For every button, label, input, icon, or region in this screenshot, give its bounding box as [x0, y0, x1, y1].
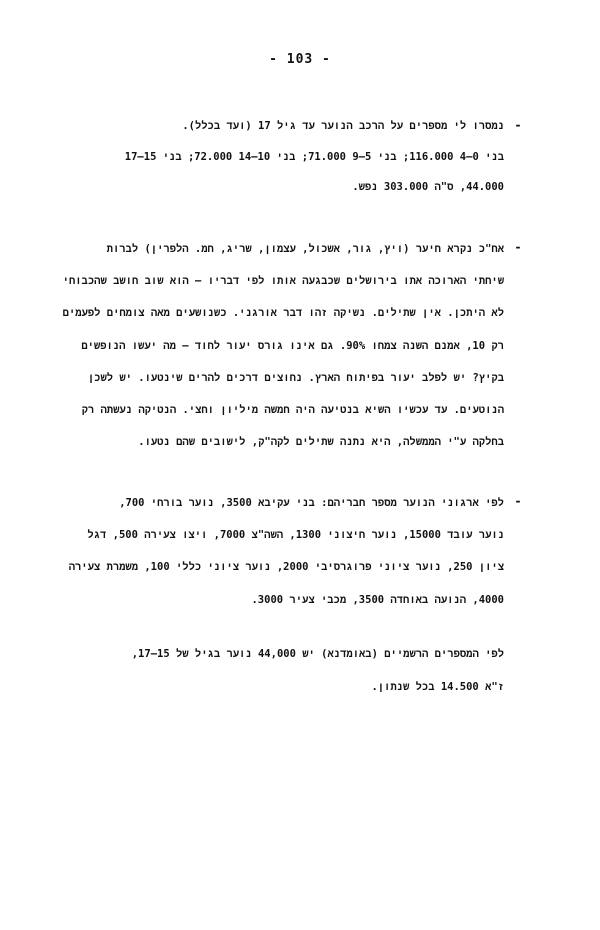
- paragraph-2-line-3: לא היתכן. אין שתילים. נשיקה זהו דבר אורגני. כשנושעים מאה צומחים לפעמים: [62, 307, 504, 319]
- paragraph-2-line-2: שיחתי הארוכה אתו בירושלים שכבגעה אותו לפי דבריו – הוא שוב חושב שהכבוחי: [62, 275, 504, 287]
- paragraph-2-line-4: רק 10, אמנם השנה צמחו 90%. גם אינו גורס יעור לחוד – מה יעשו הנופשים: [81, 340, 504, 352]
- paragraph-3-line-4: 4000, הנועה באוחדה 3500, מכבי צעיר 3000.: [251, 594, 504, 606]
- paragraph-2-line-1: אח"כ נקרא חיער (ויץ, גור, אשכול, עצמון, שריג, חמ. הלפרין) לברות: [106, 243, 504, 255]
- paragraph-2-line-7: בחלקה ע"י הממשלה, היא נתנה שתילים לקה"ק, לישובים שהם נטעו.: [138, 436, 504, 448]
- page-number: - 103 -: [269, 52, 331, 67]
- paragraph-3-line-3: ציון 250, נוער ציוני פרוגרסיבי 2000, נוער ציוני כללי 100, משמרת צעירה: [68, 561, 504, 573]
- paragraph-3-line-2: נוער עובד 15000, נוער חיצוני 1300, השה"צ 7000, ויצו צעירה 500, דגל: [87, 529, 504, 541]
- paragraph-1-line-3: 44.000, ס"ה 303.000 נפש.: [352, 181, 504, 193]
- paragraph-2-line-5: בקיץ? יש לפלב יעור בפיתוח הארץ. נחוצים דרכים להרים שינטעו. יש לשכן: [87, 372, 504, 384]
- paragraph-2-line-6: הנוטעים. עד עכשיו השיא בנטיעה היה חמשה מיליון וחצי. הנטיקה נעשתה רק: [81, 404, 504, 416]
- bullet-dash: -: [514, 494, 522, 508]
- bullet-dash: -: [514, 240, 522, 254]
- paragraph-4-line-2: ז"א 14.500 בכל שנתון.: [371, 681, 504, 693]
- paragraph-3-line-1: לפי ארגוני הנוער מספר חבריהם: בני עקיבא 3500, נוער בורחי 700,: [119, 497, 504, 509]
- paragraph-1-line-1: נמסרו לי מספרים על הרכב הנוער עד גיל 17 (ועד בכלל).: [182, 120, 504, 132]
- bullet-dash: -: [514, 118, 522, 132]
- paragraph-4-line-1: לפי המספרים הרשמיים (באומדנא) יש 44,000 נוער בגיל של 15–17,: [131, 648, 504, 660]
- paragraph-1-line-2: בני 0–4 116.000; בני 5–9 71.000; בני 10–14 72.000; בני 15–17: [124, 151, 504, 163]
